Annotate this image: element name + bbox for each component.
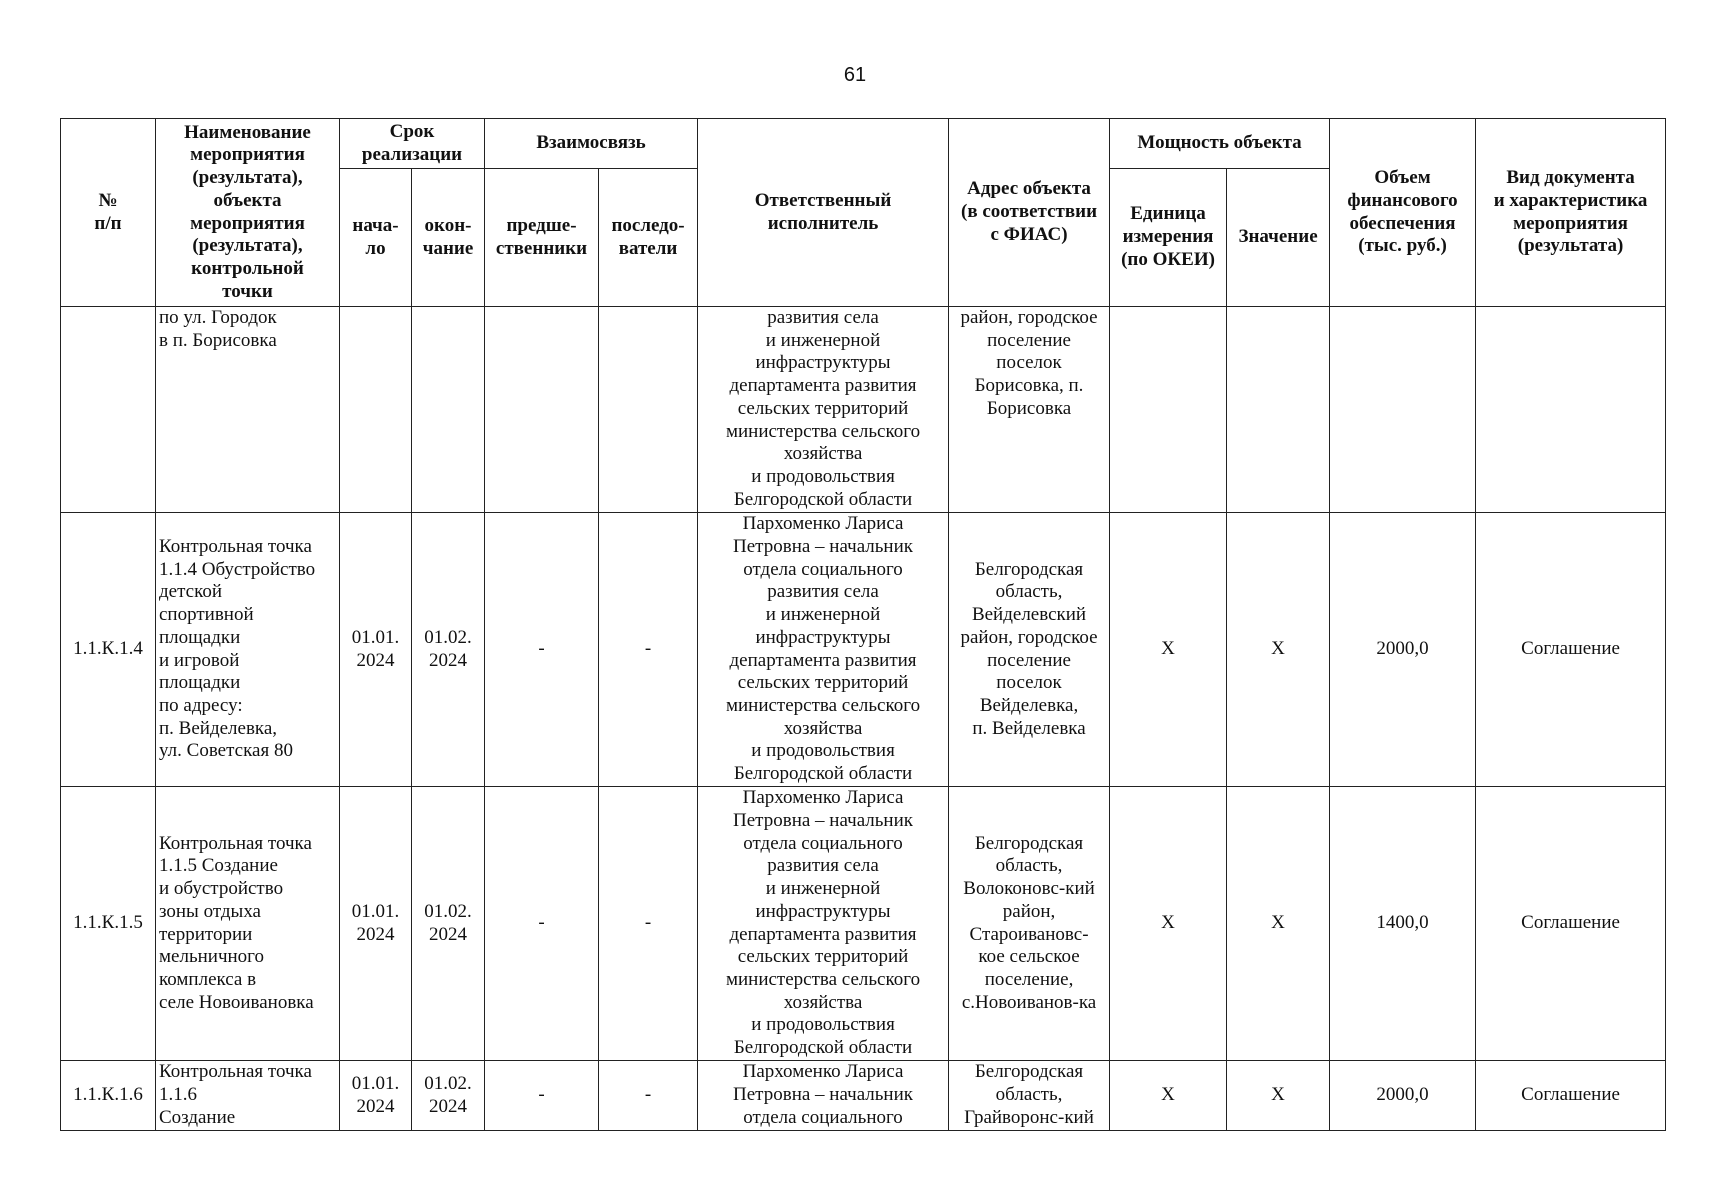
cell-end: 01.02. 2024	[412, 513, 485, 787]
cell-doc: Соглашение	[1476, 1061, 1666, 1131]
cell-num	[61, 307, 156, 513]
table-row	[61, 307, 1666, 513]
table-row	[61, 513, 1666, 787]
cell-value	[1227, 307, 1330, 513]
cell-funding	[1330, 307, 1476, 513]
header-funding: Объем финансового обеспечения (тыс. руб.)	[1330, 119, 1476, 307]
header-doc: Вид документа и характеристика мероприятия (результата)	[1476, 119, 1666, 307]
header-relation: Взаимосвязь	[485, 119, 698, 169]
cell-doc: Соглашение	[1476, 513, 1666, 787]
cell-address: район, городское поселение поселок Борисовка, п. Борисовка	[949, 307, 1110, 513]
cell-doc	[1476, 307, 1666, 513]
cell-start	[340, 307, 412, 513]
header-responsible: Ответственный исполнитель	[698, 119, 949, 307]
cell-value: X	[1227, 787, 1330, 1061]
cell-unit: X	[1110, 513, 1227, 787]
cell-start: 01.01. 2024	[340, 787, 412, 1061]
header-term: Срок реализации	[340, 119, 485, 169]
table-row	[61, 787, 1666, 1061]
cell-name: по ул. Городок в п. Борисовка	[156, 307, 340, 513]
cell-unit: X	[1110, 787, 1227, 1061]
cell-responsible: Пархоменко Лариса Петровна – начальник отдела социального развития села и инженерной инфраструктуры департамента развития сельских территорий министерства сельского хозяйства и продовольствия Белгородской области	[698, 513, 949, 787]
cell-address: Белгородская область, Волоконовс-кий район, Староивановс- кое сельское поселение, с.Новоиванов-ка	[949, 787, 1110, 1061]
cell-start: 01.01. 2024	[340, 513, 412, 787]
cell-successors: -	[599, 1061, 698, 1131]
cell-num: 1.1.К.1.6	[61, 1061, 156, 1131]
header-address: Адрес объекта (в соответствии с ФИАС)	[949, 119, 1110, 307]
cell-name: Контрольная точка 1.1.4 Обустройство детской спортивной площадки и игровой площадки по адресу: п. Вейделевка, ул. Советская 80	[156, 513, 340, 787]
header-num: № п/п	[61, 119, 156, 307]
cell-successors: -	[599, 513, 698, 787]
cell-predecessors: -	[485, 1061, 599, 1131]
cell-predecessors	[485, 307, 599, 513]
cell-successors	[599, 307, 698, 513]
header-value: Значение	[1227, 169, 1330, 307]
cell-value: X	[1227, 513, 1330, 787]
cell-responsible: Пархоменко Лариса Петровна – начальник отдела социального	[698, 1061, 949, 1131]
header-end: окон- чание	[412, 169, 485, 307]
cell-responsible: развития села и инженерной инфраструктуры департамента развития сельских территорий министерства сельского хозяйства и продовольствия Белгородской области	[698, 307, 949, 513]
cell-num: 1.1.К.1.4	[61, 513, 156, 787]
cell-address: Белгородская область, Вейделевский район, городское поселение поселок Вейделевка, п. Вейделевка	[949, 513, 1110, 787]
cell-predecessors: -	[485, 787, 599, 1061]
header-predecessors: предше- ственники	[485, 169, 599, 307]
header-name: Наименование мероприятия (результата), объекта мероприятия (результата), контрольной точки	[156, 119, 340, 307]
cell-name: Контрольная точка 1.1.6 Создание	[156, 1061, 340, 1131]
cell-name: Контрольная точка 1.1.5 Создание и обустройство зоны отдыха территории мельничного комплекса в селе Новоивановка	[156, 787, 340, 1061]
cell-start: 01.01. 2024	[340, 1061, 412, 1131]
cell-funding: 2000,0	[1330, 513, 1476, 787]
cell-funding: 2000,0	[1330, 1061, 1476, 1131]
header-successors: последо- ватели	[599, 169, 698, 307]
header-start: нача- ло	[340, 169, 412, 307]
plan-table	[60, 118, 1666, 1131]
header-unit: Единица измерения (по ОКЕИ)	[1110, 169, 1227, 307]
table-row	[61, 1061, 1666, 1131]
cell-predecessors: -	[485, 513, 599, 787]
cell-value: X	[1227, 1061, 1330, 1131]
cell-end	[412, 307, 485, 513]
cell-end: 01.02. 2024	[412, 1061, 485, 1131]
cell-unit	[1110, 307, 1227, 513]
cell-doc: Соглашение	[1476, 787, 1666, 1061]
page-number: 61	[843, 64, 867, 86]
cell-num: 1.1.К.1.5	[61, 787, 156, 1061]
cell-unit: X	[1110, 1061, 1227, 1131]
cell-funding: 1400,0	[1330, 787, 1476, 1061]
cell-end: 01.02. 2024	[412, 787, 485, 1061]
cell-responsible: Пархоменко Лариса Петровна – начальник отдела социального развития села и инженерной инфраструктуры департамента развития сельских территорий министерства сельского хозяйства и продовольствия Белгородской области	[698, 787, 949, 1061]
cell-address: Белгородская область, Грайворонс-кий	[949, 1061, 1110, 1131]
cell-successors: -	[599, 787, 698, 1061]
header-capacity: Мощность объекта	[1110, 119, 1330, 169]
